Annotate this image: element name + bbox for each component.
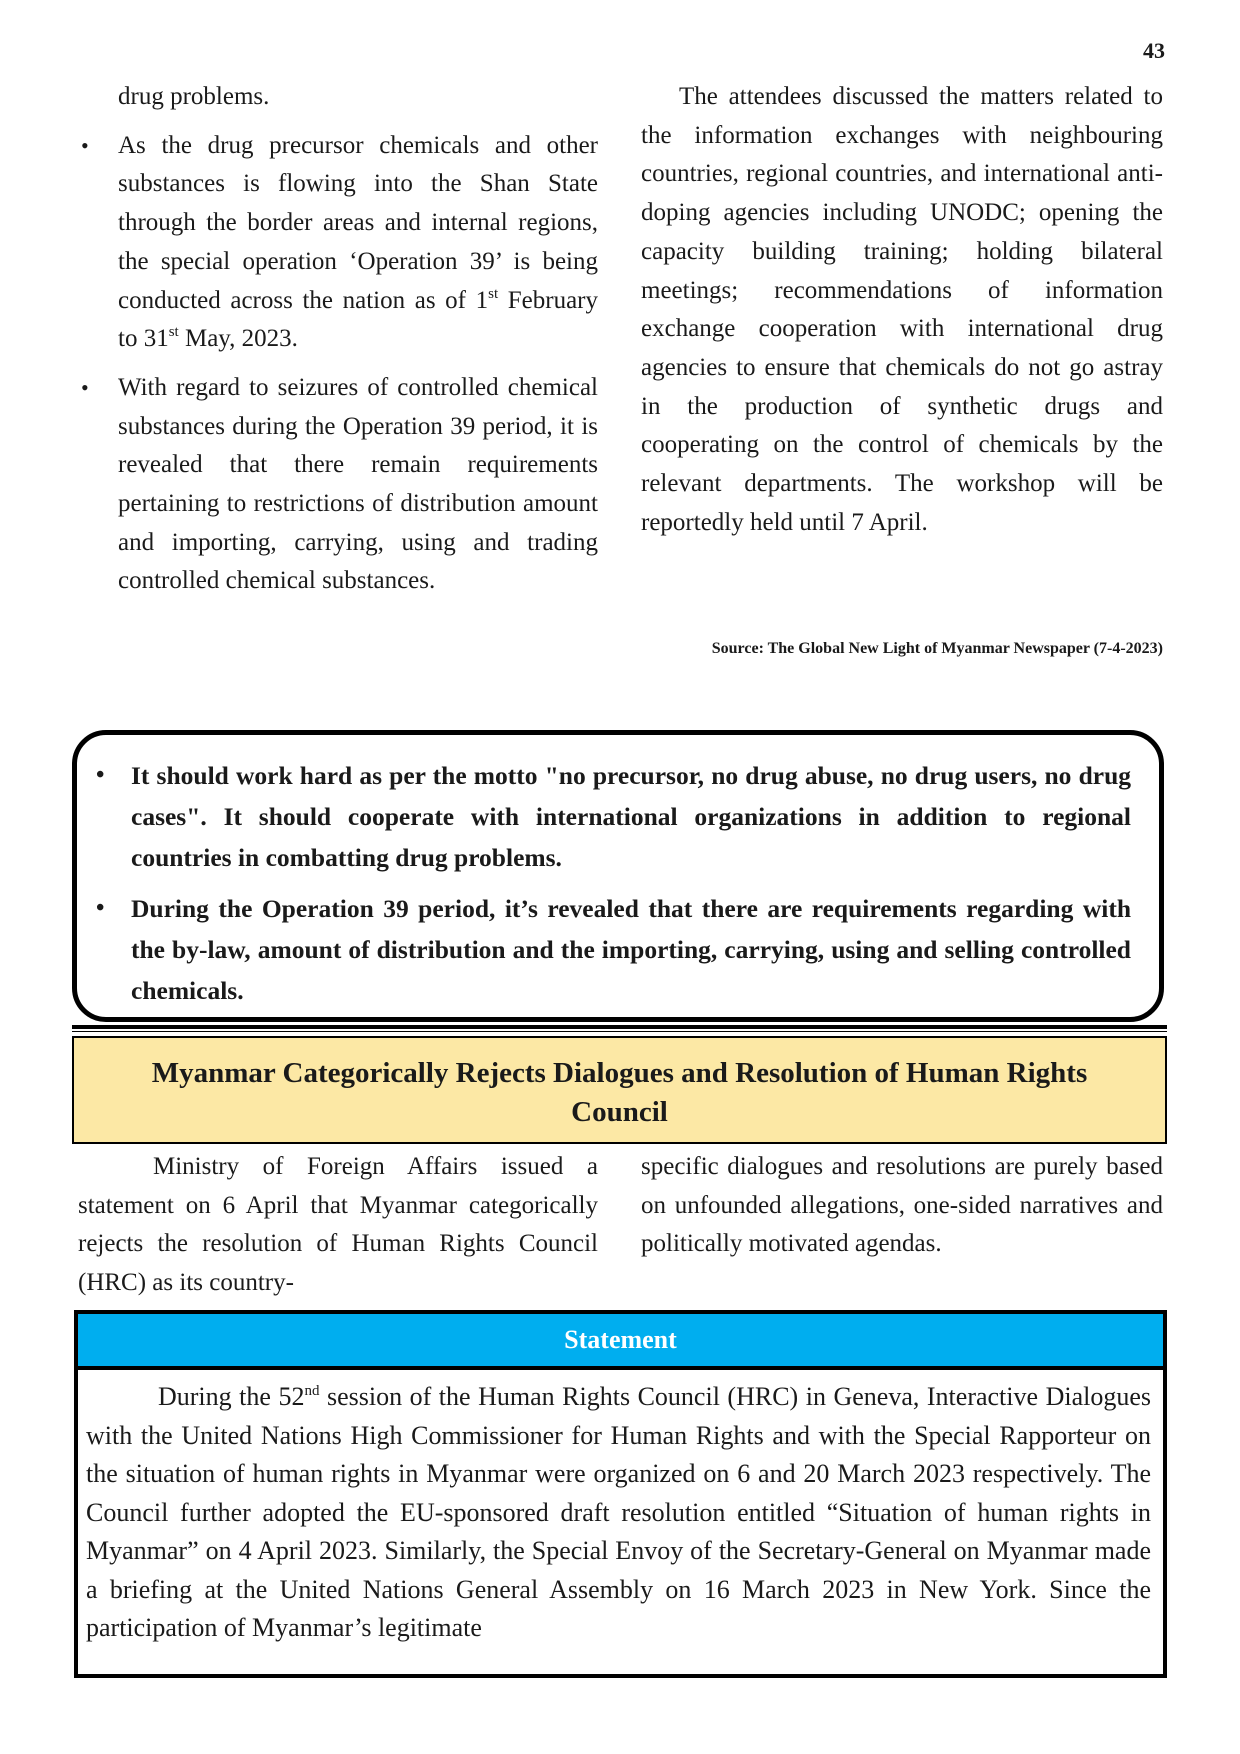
left-column-top [118, 78, 598, 601]
callout-item-motto: • It should work hard as per the motto "no precursor, no drug abuse, no drug users, no drug cases". It should cooperate with international organizations in addition to regional countries in combatting drug problems. [131, 755, 1131, 878]
bullet-list [118, 127, 598, 601]
divider-rule-thin [72, 1031, 1167, 1032]
source-credit: Source: The Global New Light of Myanmar Newspaper (7-4-2023) [711, 640, 1163, 657]
right-column-top [641, 78, 1163, 542]
callout-item-operation-39: • During the Operation 39 period, it’s revealed that there are requirements regarding with the by-law, amount of distribution and the importing, carrying, using and selling controlled chemicals. [131, 888, 1131, 1011]
continuation-text: drug problems. [118, 83, 270, 110]
article-continuation-paragraph: specific dialogues and resolutions are purely based on unfounded allegations, one-sided narratives and politically motivated agendas. [641, 1153, 1163, 1258]
workshop-paragraph: The attendees discussed the matters related to the information exchanges with neighbouring countries, regional countries, and international anti-doping agencies including UNODC; opening the capacity building training; holding bilateral meetings; recommendations of information exchange cooperation with international drug agencies to ensure that chemicals do not go astray in the production of synthetic drugs and cooperating on the control of chemicals by the relevant departments. The workshop will be reportedly held until 7 April. [641, 83, 1163, 536]
article-title: Myanmar Categorically Rejects Dialogues and Resolution of Human Rights Council [72, 1036, 1167, 1144]
callout-list [131, 755, 1131, 1021]
key-points-callout [72, 730, 1164, 1022]
bullet-item-seizures: • With regard to seizures of controlled chemical substances during the Operation 39 period, it is revealed that there remain requirements pertaining to restrictions of distribution amount and importing, carrying, using and trading controlled chemical substances. [118, 369, 598, 601]
bullet-item-operation-39: • As the drug precursor chemicals and other substances is flowing into the Shan State through the border areas and internal regions, the special operation ‘Operation 39’ is being conducted across the nation as of 1st February to 31st May, 2023. [118, 127, 598, 359]
article-left-column [78, 1148, 598, 1303]
page-number: 43 [1143, 38, 1165, 63]
statement-title: Statement [74, 1310, 1167, 1370]
statement-box [74, 1370, 1167, 1678]
statement-paragraph: During the 52nd session of the Human Rights Council (HRC) in Geneva, Interactive Dialogues with the United Nations High Commissioner for Human Rights and with the Special Rapporteur on the situation of human rights in Myanmar were organized on 6 and 20 March 2023 respectively. The Council further adopted the EU-sponsored draft resolution entitled “Situation of human rights in Myanmar” on 4 April 2023. Similarly, the Special Envoy of the Secretary-General on Myanmar made a briefing at the United Nations General Assembly on 16 March 2023 in New York. Since the participation of Myanmar’s legitimate [86, 1382, 1151, 1642]
article-right-column [641, 1148, 1163, 1264]
divider-rule-thick [72, 1025, 1167, 1029]
article-intro-paragraph: Ministry of Foreign Affairs issued a statement on 6 April that Myanmar categorically rejects the resolution of Human Rights Council (HRC) as its country- [78, 1153, 598, 1297]
